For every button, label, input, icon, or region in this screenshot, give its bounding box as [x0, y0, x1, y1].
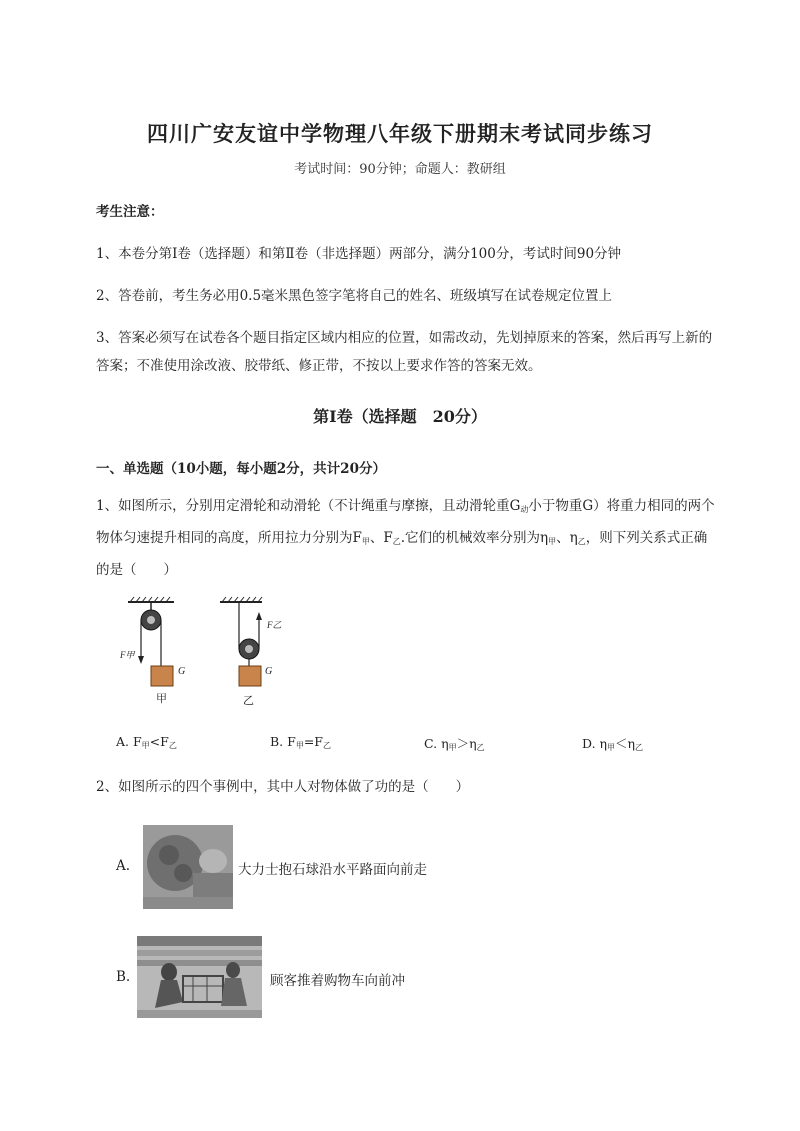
force-label-jia: F甲	[120, 650, 135, 660]
q2-option-a-letter[interactable]: A.	[116, 858, 131, 874]
notice-item-1: 1、本卷分第I卷（选择题）和第Ⅱ卷（非选择题）两部分，满分100分，考试时间90分钟	[96, 246, 622, 262]
q2-option-b-photo	[137, 936, 262, 1018]
q1-option-b[interactable]: B. $F_甲=F_乙$	[270, 734, 331, 750]
q2-option-a-caption: 大力士抱石球沿水平路面向前走	[238, 862, 427, 878]
q1-option-a[interactable]: A. $F_甲<F_乙$	[116, 734, 177, 750]
q1-option-d[interactable]: D. $\eta_甲<\eta_乙$	[582, 736, 644, 752]
force-label-yi: F乙	[267, 620, 282, 630]
weight-label-jia: G	[178, 666, 186, 677]
question-2-text: 2、如图所示的四个事例中，其中人对物体做了功的是（ ）	[96, 779, 470, 795]
notice-item-3: 3、答案必须写在试卷各个题目指定区域内相应的位置，如需改动，先划掉原来的答案，然后再写上新的答案；不准使用涂改液、胶带纸、修正带，不按以上要求作答的答案无效。	[96, 330, 713, 374]
page-subtitle: 考试时间：90分钟；命题人：教研组	[294, 162, 506, 177]
notice-heading: 考生注意：	[96, 204, 164, 220]
q2-option-b-letter[interactable]: B.	[116, 969, 131, 985]
q2-option-b-caption: 顾客推着购物车向前冲	[270, 973, 405, 989]
caption-jia: 甲	[156, 692, 167, 705]
movable-pulley	[220, 597, 262, 686]
part-heading: 一、单选题（10小题，每小题2分，共计20分）	[96, 461, 386, 477]
question-1-text: 1、如图所示，分别用定滑轮和动滑轮（不计绳重与摩擦，且动滑轮重$G_动$小于物重G）将重力相同的两个物体匀速提升相同的高度，所用拉力分别为$F_甲$、$F_乙$.它们的机械效率分别为$\eta_甲$、$\eta_乙$，则下列关系式正确的是（ ）	[96, 498, 715, 578]
q1-option-c[interactable]: C. $\eta_甲>\eta_乙$	[424, 736, 485, 752]
section-title: 第I卷（选择题 20分）	[313, 407, 487, 426]
caption-yi: 乙	[243, 694, 254, 707]
pulley-figure	[112, 594, 312, 714]
weight-label-yi: G	[265, 666, 273, 677]
q2-option-a-photo	[143, 825, 233, 909]
fixed-pulley	[128, 597, 174, 686]
page-title: 四川广安友谊中学物理八年级下册期末考试同步练习	[147, 121, 653, 146]
notice-item-2: 2、答卷前，考生务必用0.5毫米黑色签字笔将自己的姓名、班级填写在试卷规定位置上	[96, 288, 613, 304]
